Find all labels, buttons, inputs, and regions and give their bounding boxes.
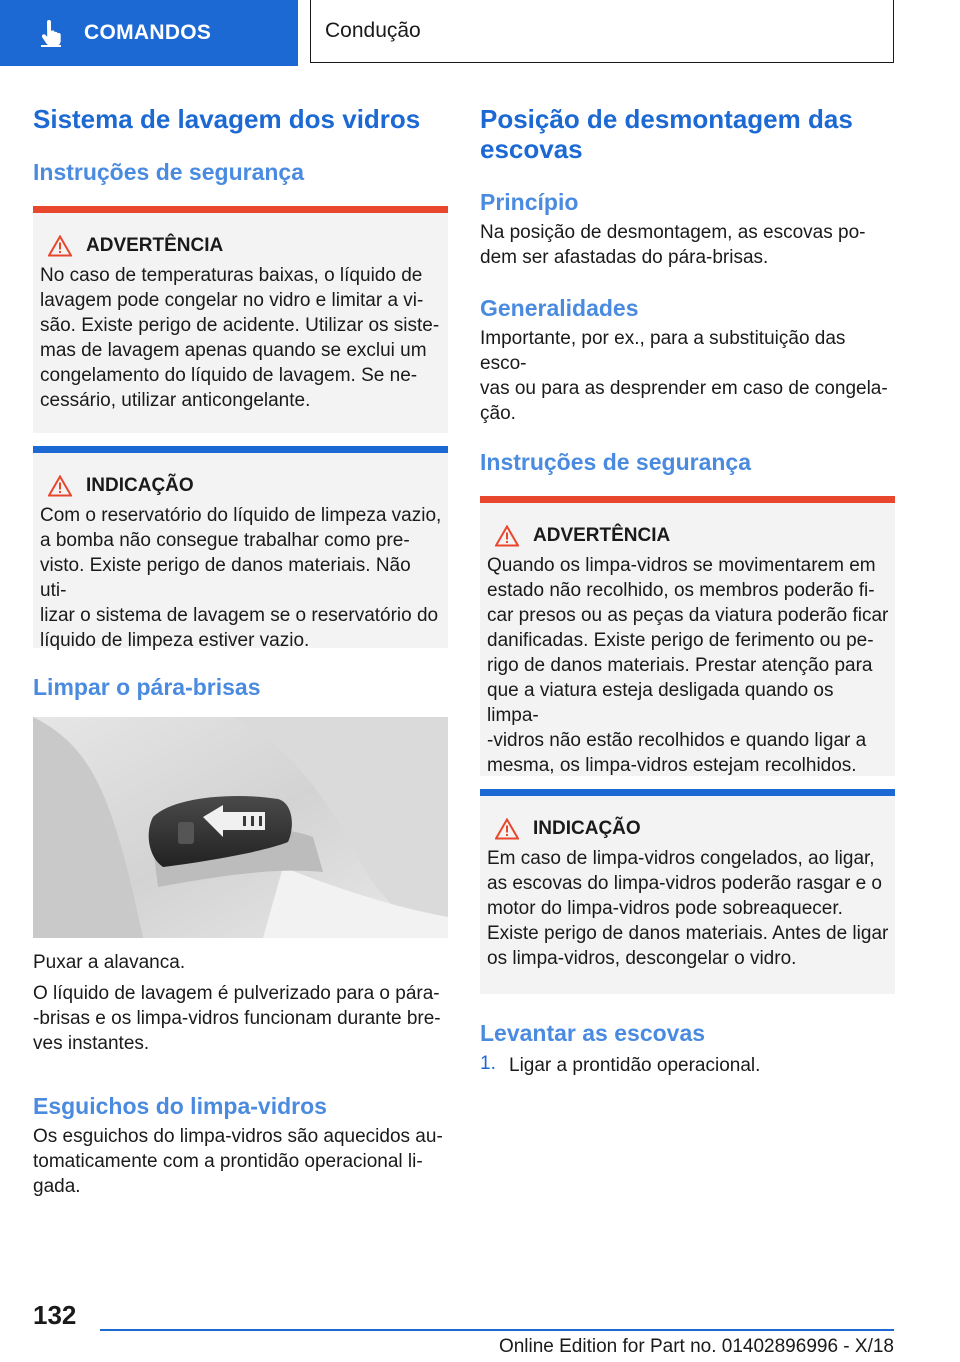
right-sub-principle: Princípio (480, 189, 579, 215)
left-title: Sistema de lavagem dos vidros (33, 104, 421, 134)
right-sub-raise: Levantar as escovas (480, 1020, 706, 1046)
warning-line: danificadas. Existe perigo de ferimento ou pe- (487, 630, 874, 651)
section-title: Condução (310, 0, 894, 63)
note-label: INDICAÇÃO (86, 475, 194, 496)
warning-line: lavagem pode congelar no vidro e limitar a vi- (40, 290, 424, 311)
wiper-lever-photo (33, 717, 448, 938)
warning-triangle-icon (495, 525, 519, 547)
warning-label: ADVERTÊNCIA (86, 235, 224, 256)
warning-box-right (480, 496, 895, 776)
warning-line: -vidros não estão recolhidos e quando ligar a (487, 730, 867, 751)
note-label: INDICAÇÃO (533, 818, 641, 839)
page-number: 132 (33, 1300, 77, 1330)
warning-line: No caso de temperaturas baixas, o líquido de (40, 265, 423, 286)
warning-line: estado não recolhido, os membros poderão fi- (487, 580, 875, 601)
note-line: líquido de limpeza estiver vazio. (40, 630, 310, 651)
step-item (480, 1053, 895, 1078)
warning-box-left (33, 206, 448, 433)
instruction-line: Puxar a alavanca. (33, 952, 186, 973)
right-title-line: escovas (480, 134, 583, 164)
page-header (0, 0, 960, 66)
warning-triangle-icon (48, 475, 72, 497)
warning-triangle-icon (495, 818, 519, 840)
instruction-line: ves instantes. (33, 1033, 150, 1054)
warning-line: rigo de danos materiais. Prestar atenção para (487, 655, 873, 676)
chapter-tab-label: COMANDOS (84, 21, 212, 44)
right-title-line: Posição de desmontagem das (480, 104, 853, 134)
step-number: 1. (480, 1053, 496, 1074)
left-column (33, 100, 448, 1199)
warning-heading (40, 235, 442, 257)
warning-line: Quando os limpa-vidros se movimentarem em (487, 555, 876, 576)
note-box-right (480, 789, 895, 994)
note-box-left (33, 446, 448, 651)
note-line: motor do limpa-vidros pode sobreaquecer. (487, 898, 843, 919)
general-line: Importante, por ex., para a substituição das esco- (480, 328, 846, 374)
warning-line: congelamento do líquido de lavagem. Se ne- (40, 365, 418, 386)
note-line: lizar o sistema de lavagem se o reservatório do (40, 605, 439, 626)
hand-pointer-icon (36, 18, 66, 48)
warning-line: são. Existe perigo de acidente. Utilizar os siste- (40, 315, 440, 336)
right-sub-general: Generalidades (480, 295, 639, 321)
warning-label: ADVERTÊNCIA (533, 525, 671, 546)
warning-line: cessário, utilizar anticongelante. (40, 390, 311, 411)
warning-line: mas de lavagem apenas quando se exclui um (40, 340, 427, 361)
warning-heading (487, 525, 889, 547)
footer-divider (100, 1329, 894, 1331)
note-line: a bomba não consegue trabalhar como pre- (40, 530, 410, 551)
warning-line: car presos ou as peças da viatura poderão ficar (487, 605, 889, 626)
left-sub-jets: Esguichos do limpa-vidros (33, 1093, 327, 1119)
jets-line: Os esguichos do limpa-vidros são aquecidos au- (33, 1126, 443, 1147)
warning-line: mesma, os limpa-vidros estejam recolhidos. (487, 755, 857, 776)
note-heading (40, 475, 442, 497)
note-line: visto. Existe perigo de danos materiais. Não uti- (40, 555, 411, 601)
note-line: Em caso de limpa-vidros congelados, ao ligar, (487, 848, 875, 869)
note-line: as escovas do limpa-vidros poderão rasgar e o (487, 873, 882, 894)
instruction-line: -brisas e os limpa-vidros funcionam durante bre- (33, 1008, 441, 1029)
note-heading (487, 818, 889, 840)
instruction-line: O líquido de lavagem é pulverizado para o pára- (33, 983, 440, 1004)
note-line: os limpa-vidros, descongelar o vidro. (487, 948, 797, 969)
general-line: vas ou para as desprender em caso de congela- (480, 378, 888, 399)
principle-line: Na posição de desmontagem, as escovas po- (480, 222, 866, 243)
chapter-tab[interactable] (0, 0, 298, 66)
principle-line: dem ser afastadas do pára-brisas. (480, 247, 769, 268)
warning-line: que a viatura esteja desligada quando os limpa- (487, 680, 834, 726)
left-sub-clean: Limpar o pára-brisas (33, 674, 261, 700)
note-line: Existe perigo de danos materiais. Antes de ligar (487, 923, 889, 944)
jets-line: tomaticamente com a prontidão operacional li- (33, 1151, 423, 1172)
right-column (480, 100, 895, 1078)
general-line: ção. (480, 403, 516, 424)
warning-triangle-icon (48, 235, 72, 257)
jets-line: gada. (33, 1176, 81, 1197)
footer-edition: Online Edition for Part no. 01402896996 - X/18 (498, 1336, 894, 1357)
right-sub-safety: Instruções de segurança (480, 449, 751, 475)
step-text: Ligar a prontidão operacional. (509, 1055, 761, 1076)
note-line: Com o reservatório do líquido de limpeza vazio, (40, 505, 442, 526)
left-sub-safety: Instruções de segurança (33, 159, 304, 185)
